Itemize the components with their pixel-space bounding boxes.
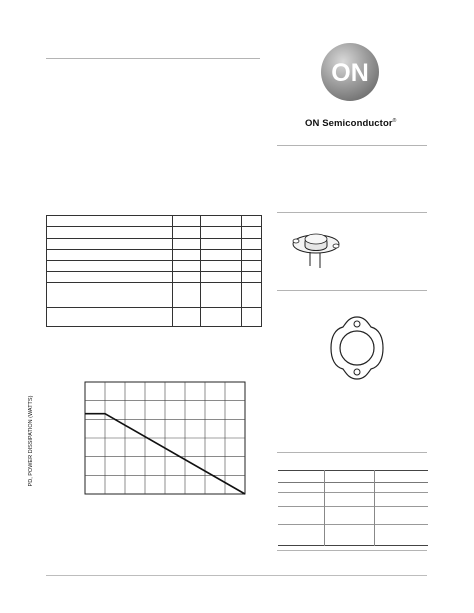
on-semiconductor-logo-icon [320, 42, 380, 102]
chart-y-axis-label: PD, POWER DISSIPATION (WATTS) [28, 395, 34, 487]
ordering-info-table [278, 470, 428, 546]
right-rule-3 [277, 290, 427, 291]
header-rule-left [46, 58, 260, 59]
right-rule-5 [277, 550, 427, 551]
to3-package-icon [290, 226, 342, 277]
company-name-text: ON Semiconductor [305, 118, 393, 130]
power-derating-chart [60, 378, 250, 498]
to3-outline-icon [329, 315, 385, 386]
right-rule-2 [277, 212, 427, 213]
company-name [305, 118, 396, 129]
logo-text: ON [331, 59, 369, 87]
footer-rule [46, 575, 427, 576]
right-rule-4 [277, 452, 427, 453]
maximum-ratings-table [46, 215, 262, 327]
right-rule-1 [277, 145, 427, 146]
registered-mark: ® [392, 118, 397, 124]
